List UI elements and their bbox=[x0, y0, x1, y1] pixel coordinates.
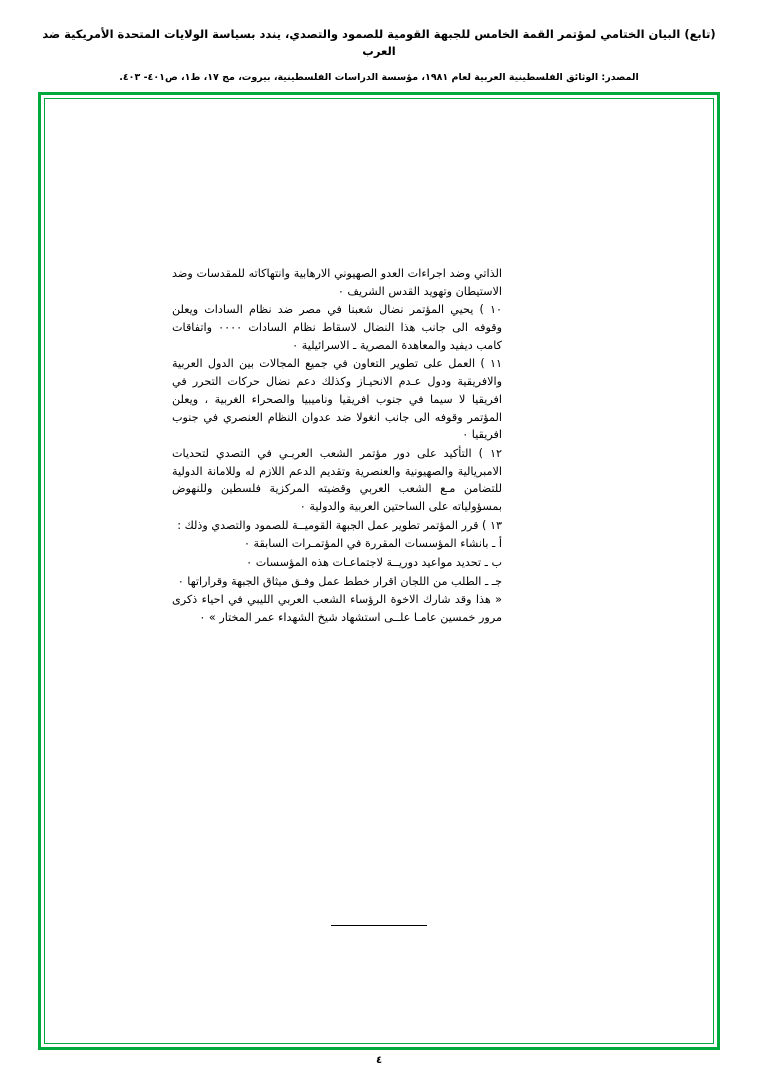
green-border-frame bbox=[38, 92, 720, 1050]
paragraph: أ ـ بانشاء المؤسسات المقررة في المؤتمـرات السابقة ٠ bbox=[243, 537, 502, 551]
section-divider bbox=[41, 915, 717, 934]
document-body bbox=[172, 265, 502, 628]
paragraph: « هذا وقد شارك الاخوة الرؤساء الشعب العربي الليبي في احياء ذكرى مرور خمسين عامـا علــى استشهاد شيخ الشهداء عمر المختار » ٠ bbox=[172, 593, 502, 625]
document-source: المصدر: الوثائق الفلسطينية العربية لعام ١٩٨١، مؤسسة الدراسات الفلسطينية، بيروت، مج ١٧، ط١، ص٤٠١- ٤٠٣. bbox=[119, 71, 639, 83]
paragraph: ١٢ ) التأكيد على دور مؤتمر الشعب العربـي في التصدي لتحديات الامبريالية والصهيونية والعنصرية وتقديم الدعم اللازم له وللامانة الدولية للتضامن مـع الشعب العربي وقضيته المركزية فلسطين وللنهوض بمسؤولياته على الساحتين العربية والدولية ٠ bbox=[172, 446, 502, 513]
page-number: ٤ bbox=[375, 1055, 383, 1066]
paragraph: الذاتي وضد اجراءات العدو الصهيوني الارهابية وانتهاكاته للمقدسات وضد الاستيطان وتهويد القدس الشريف ٠ bbox=[172, 267, 502, 298]
paragraph: ١٣ ) قرر المؤتمر تطوير عمل الجبهة القوميــة للصمود والتصدي وذلك : bbox=[177, 518, 502, 532]
paragraph: ١٠ ) يحيي المؤتمر نضال شعبنا في مصر ضد نظام السادات ويعلن وقوفه الى جانب هذا النضال لاسقاط نظام السادات ٠٠٠٠ واتفاقات كامب ديفيد والمعاهدة المصرية ـ الاسرائيلية ٠ bbox=[172, 303, 502, 352]
paragraph: ١١ ) العمل على تطوير التعاون في جميع المجالات بين الدول العربية والافريقية ودول عـدم الانحيـاز وكذلك دعم نضال حركات التحرر في افريقيا لا سيما في جنوب افريقيا وناميبيا والصحراء الغربية ، ويعلن المؤتمر وقوفه الى جانب انغولا ضد عدوان النظام العنصري في جنوب افريقيا ٠ bbox=[172, 357, 502, 442]
page-header bbox=[0, 0, 758, 85]
document-title: (تابع) البيان الختامي لمؤتمر القمة الخامس للجبهة القومية للصمود والتصدي، يندد بسياسة الولايات المتحدة الأمريكية ضد العرب bbox=[42, 27, 716, 59]
paragraph: ب ـ تحديد مواعيد دوريــة لاجتماعـات هذه المؤسسات ٠ bbox=[246, 556, 502, 569]
paragraph: جـ ـ الطلب من اللجان اقرار خطط عمل وفـق ميثاق الجبهة وقراراتها ٠ bbox=[177, 574, 502, 588]
divider-rule bbox=[331, 925, 427, 926]
